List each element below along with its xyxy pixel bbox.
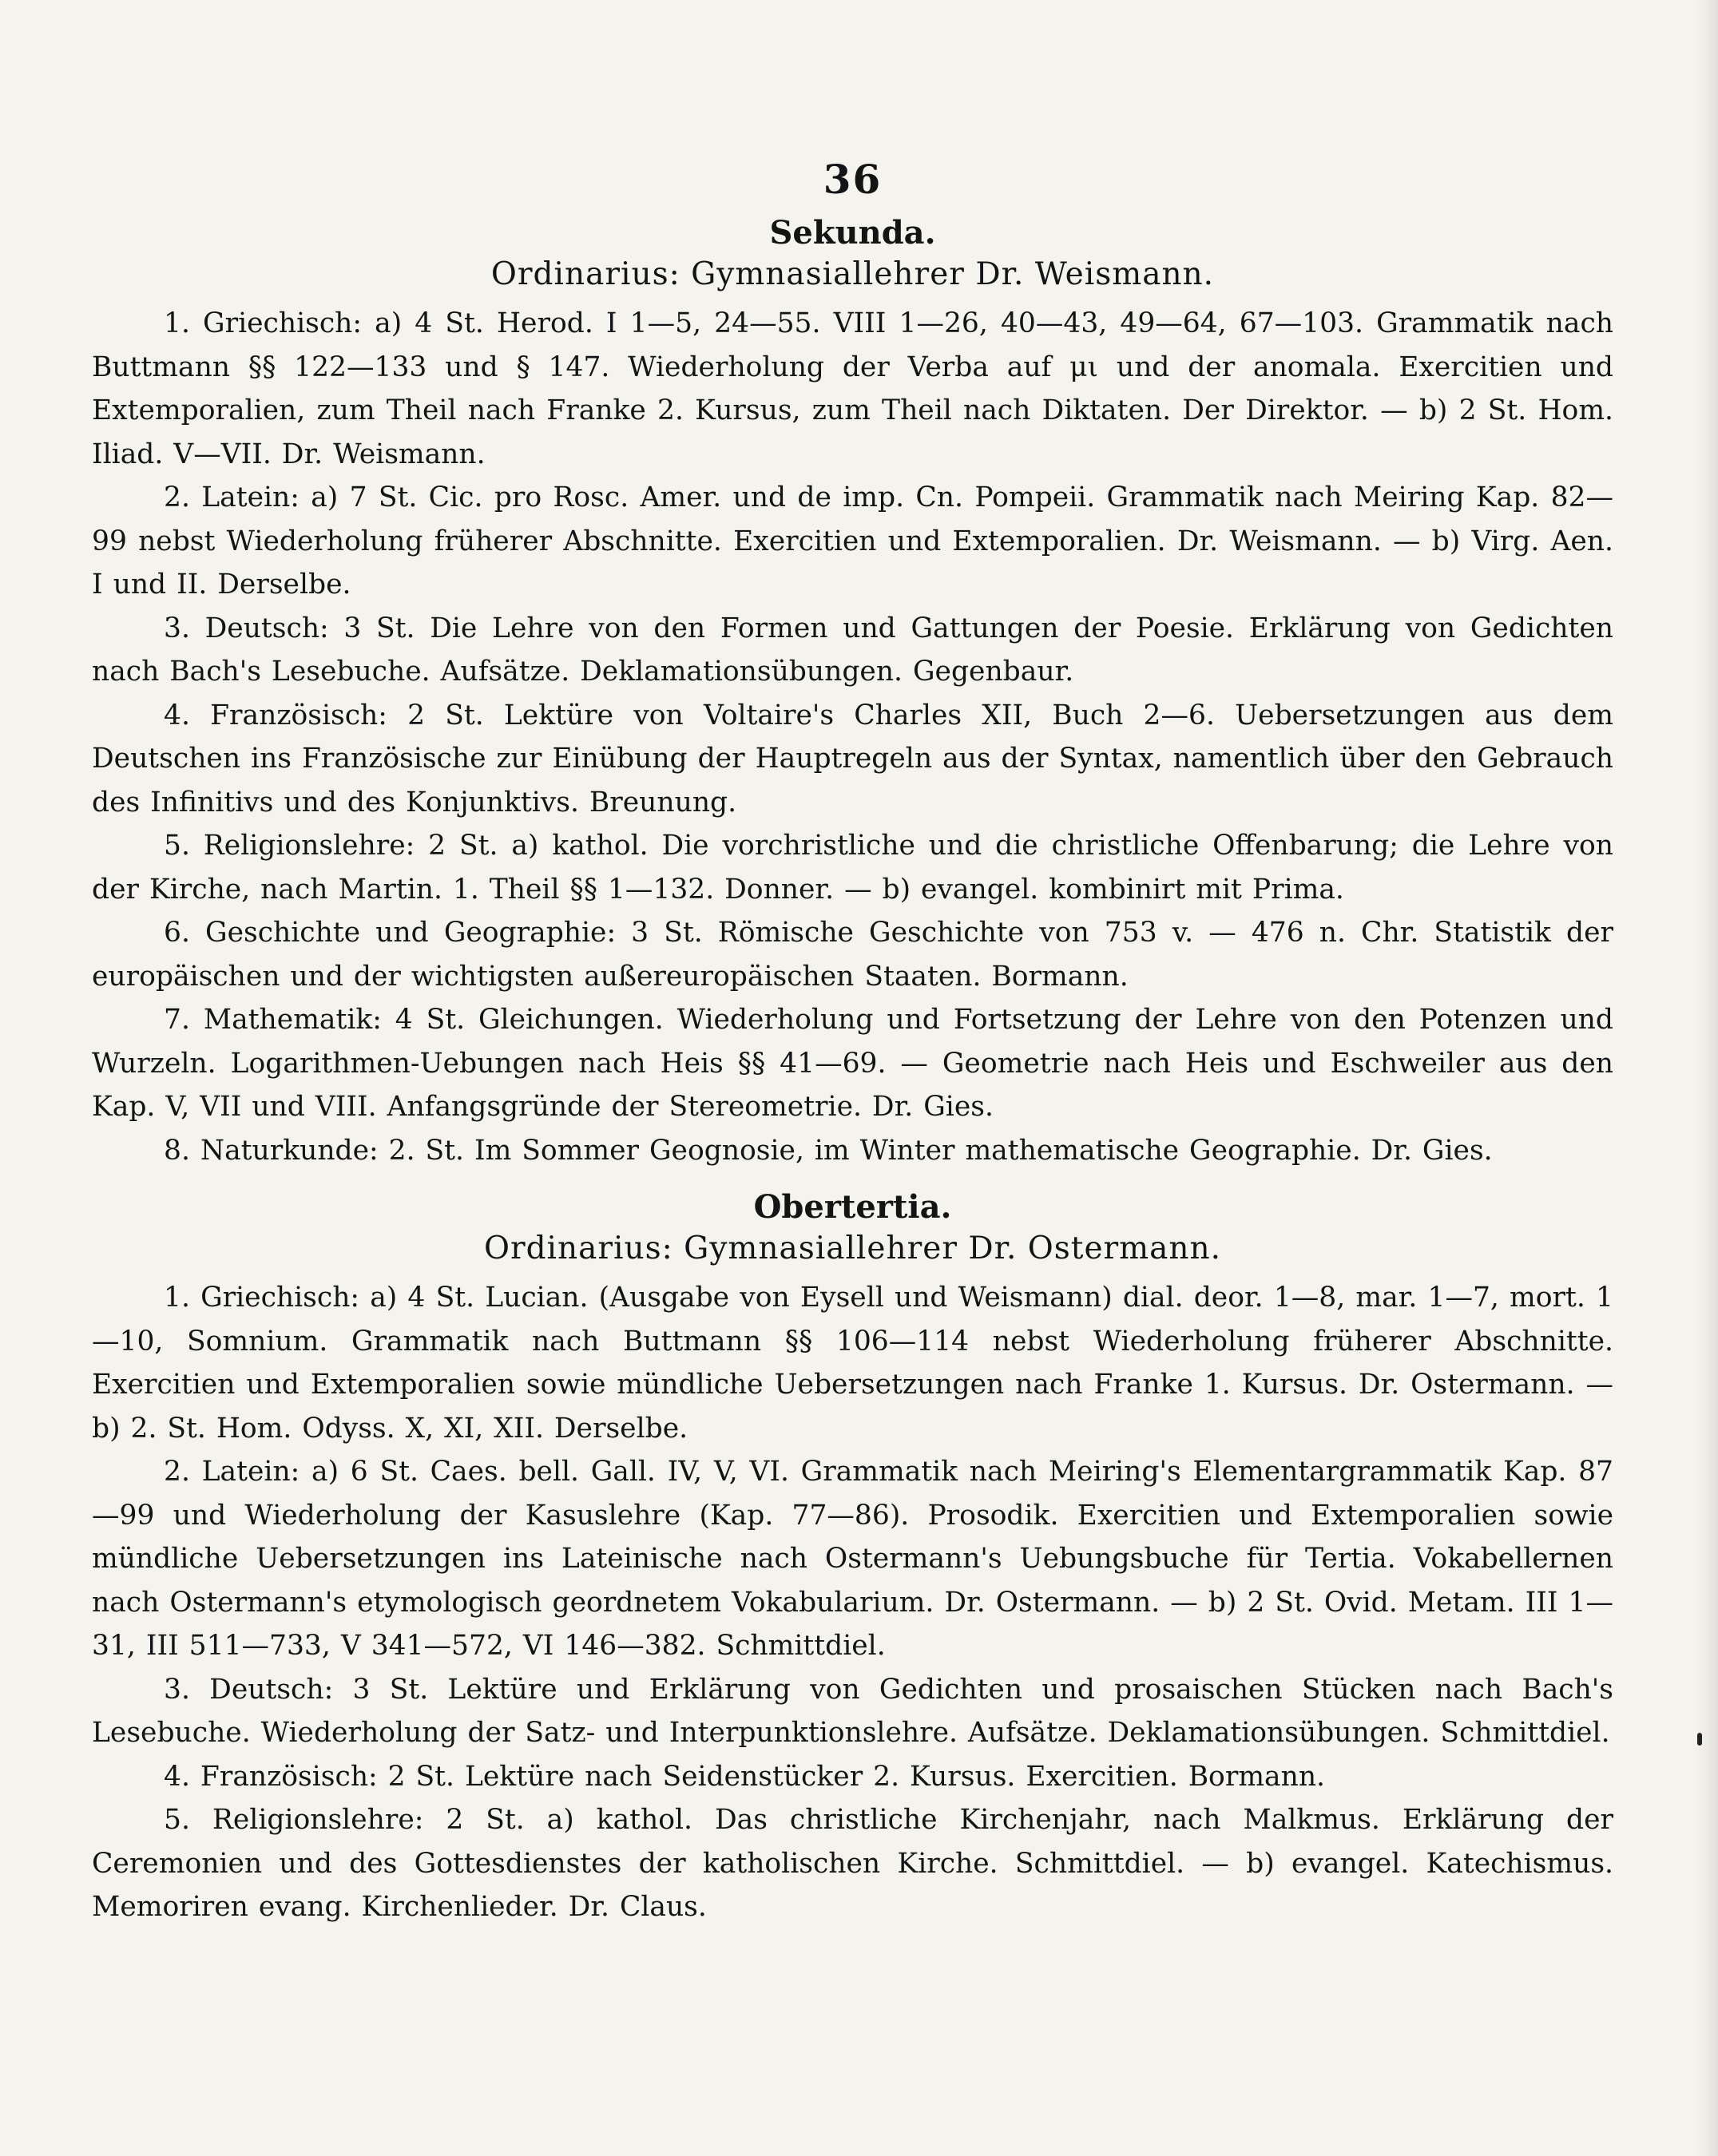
subject-french: 4. Französisch: 2 St. Lektüre nach Seidenstücker 2. Kursus. Exercitien. Bormann. [164, 1760, 1326, 1793]
subject-greek: 1. Griechisch: a) 4 St. Herod. I 1—5, 24—55. VIII 1—26, 40—43, 49—64, 67—103. Grammatik nach Buttmann §§ 122—133 und § 147. Wiederholung der Verba auf μι und der anomala. Exercitien und Extemporalien, zum Theil nach Franke 2. Kursus, zum Theil nach Diktaten. Der Direktor. — b) 2 St. Hom. Iliad. V—VII. Dr. Weismann. [92, 307, 1613, 470]
subject-german: 3. Deutsch: 3 St. Die Lehre von den Formen und Gattungen der Poesie. Erklärung von Gedichten nach Bach's Lesebuche. Aufsätze. Deklamationsübungen. Gegenbaur. [92, 612, 1613, 688]
class-heading-obertertia: Obertertia. [753, 1188, 952, 1226]
section-gap [92, 1172, 1613, 1180]
subject-greek: 1. Griechisch: a) 4 St. Lucian. (Ausgabe von Eysell und Weismann) dial. deor. 1—8, mar. 1—7, mort. 1—10, Somnium. Grammatik nach Buttmann §§ 106—114 nebst Wiederholung früherer Abschnitte. Exercitien und Extemporalien sowie mündliche Uebersetzungen nach Franke 1. Kursus. Dr. Ostermann. — b) 2. St. Hom. Odyss. X, XI, XII. Derselbe. [92, 1282, 1613, 1445]
section-obertertia [92, 1188, 1613, 1929]
class-heading-sekunda: Sekunda. [769, 214, 936, 252]
ordinarius-obertertia: Ordinarius: Gymnasiallehrer Dr. Ostermann. [483, 1231, 1222, 1266]
subject-mathematics: 7. Mathematik: 4 St. Gleichungen. Wiederholung und Fortsetzung der Lehre von den Potenzen und Wurzeln. Logarithmen-Uebungen nach Heis §§ 41—69. — Geometrie nach Heis und Eschweiler aus den Kap. V, VII und VIII. Anfangsgründe der Stereometrie. Dr. Gies. [92, 1004, 1613, 1123]
subject-religion: 5. Religionslehre: 2 St. a) kathol. Die vorchristliche und die christliche Offenbarung; die Lehre von der Kirche, nach Martin. 1. Theil §§ 1—132. Donner. — b) evangel. kombinirt mit Prima. [92, 830, 1613, 906]
subject-latin: 2. Latein: a) 7 St. Cic. pro Rosc. Amer. und de imp. Cn. Pompeii. Grammatik nach Meiring Kap. 82—99 nebst Wiederholung früherer Abschnitte. Exercitien und Extemporalien. Dr. Weismann. — b) Virg. Aen. I und II. Derselbe. [92, 482, 1613, 600]
section-sekunda [92, 214, 1613, 1172]
subject-history-geography: 6. Geschichte und Geographie: 3 St. Römische Geschichte von 753 v. — 476 n. Chr. Statistik der europäischen und der wichtigsten außereuropäischen Staaten. Bormann. [92, 917, 1613, 993]
ordinarius-sekunda: Ordinarius: Gymnasiallehrer Dr. Weismann. [490, 256, 1215, 292]
subject-french: 4. Französisch: 2 St. Lektüre von Voltaire's Charles XII, Buch 2—6. Uebersetzungen aus dem Deutschen ins Französische zur Einübung der Hauptregeln aus der Syntax, namentlich über den Gebrauch des Infinitivs und des Konjunktivs. Breunung. [92, 699, 1613, 818]
page-edge-shadow [1696, 0, 1718, 2156]
subject-religion: 5. Religionslehre: 2 St. a) kathol. Das christliche Kirchenjahr, nach Malkmus. Erklärung der Ceremonien und des Gottesdienstes der katholischen Kirche. Schmittdiel. — b) evangel. Katechismus. Memoriren evang. Kirchenlieder. Dr. Claus. [92, 1804, 1613, 1923]
subject-latin: 2. Latein: a) 6 St. Caes. bell. Gall. IV, V, VI. Grammatik nach Meiring's Elementargrammatik Kap. 87—99 und Wiederholung der Kasuslehre (Kap. 77—86). Prosodik. Exercitien und Extemporalien sowie mündliche Uebersetzungen ins Lateinische nach Ostermann's Uebungsbuche für Tertia. Vokabellernen nach Ostermann's etymologisch geordnetem Vokabularium. Dr. Ostermann. — b) 2 St. Ovid. Metam. III 1—31, III 511—733, V 341—572, VI 146—382. Schmittdiel. [92, 1456, 1613, 1662]
subject-german: 3. Deutsch: 3 St. Lektüre und Erklärung von Gedichten und prosaischen Stücken nach Bach's Lesebuche. Wiederholung der Satz- und Interpunktionslehre. Aufsätze. Deklamationsübungen. Schmittdiel. [92, 1673, 1613, 1749]
document-page [92, 156, 1613, 1929]
page-number: 36 [823, 156, 883, 203]
subject-natural-science: 8. Naturkunde: 2. St. Im Sommer Geognosie, im Winter mathematische Geographie. Dr. Gies. [164, 1134, 1493, 1167]
